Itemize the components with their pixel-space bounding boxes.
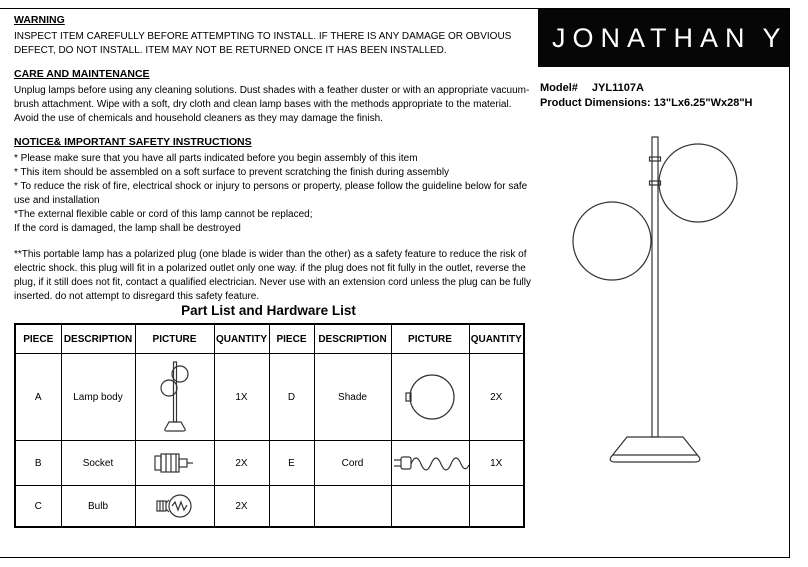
description-cell: Socket xyxy=(61,441,135,486)
quantity-cell xyxy=(469,486,524,528)
quantity-cell: 2X xyxy=(214,486,269,528)
table-row xyxy=(15,441,524,486)
parts-table xyxy=(14,323,525,528)
col-header: QUANTITY xyxy=(469,324,524,354)
notice-title: NOTICE& IMPORTANT SAFETY INSTRUCTIONS xyxy=(14,136,252,148)
col-header: DESCRIPTION xyxy=(61,324,135,354)
col-header: PICTURE xyxy=(391,324,469,354)
col-header: PIECE xyxy=(269,324,314,354)
warning-body: INSPECT ITEM CAREFULLY BEFORE ATTEMPTING TO INSTALL. IF THERE IS ANY DAMAGE OR OBVIOUS DEFECT, DO NOT INSTALL. ITEM MAY NOT BE RETURNED ONCE IT HAS BEEN INSTALLED. xyxy=(14,31,512,56)
brand-logo xyxy=(538,9,790,67)
model-number xyxy=(540,82,644,94)
notice-paragraph-2: **This portable lamp has a polarized plug (one blade is wider than the other) as a safety feature to reduce the risk of electric shock. this plug will fit in a polarized outlet only one way. if the plug does not fit fully in the outlet, reverse the plug, if it still does not fit, contact a qualified electrician. Never use with an extension cord unless the plug can be fully inserted. do not attempt to disregard this safety feature. xyxy=(14,249,531,302)
col-header: QUANTITY xyxy=(214,324,269,354)
picture-cell xyxy=(391,354,469,441)
left-column xyxy=(14,13,531,313)
notice-line: If the cord is damaged, the lamp shall be destroyed xyxy=(14,223,241,234)
piece-cell: C xyxy=(15,486,61,528)
piece-cell xyxy=(269,486,314,528)
parts-section xyxy=(14,303,523,528)
picture-cell-empty xyxy=(391,486,469,528)
socket-icon xyxy=(153,451,197,475)
picture-cell xyxy=(135,486,214,528)
shade-icon xyxy=(401,370,459,424)
col-header: PICTURE xyxy=(135,324,214,354)
notice-section xyxy=(14,135,531,304)
notice-line: *The external flexible cable or cord of this lamp cannot be replaced; xyxy=(14,209,313,220)
table-row xyxy=(15,354,524,441)
quantity-cell: 1X xyxy=(214,354,269,441)
quantity-cell: 2X xyxy=(469,354,524,441)
dimensions-label: Product Dimensions: xyxy=(540,97,651,109)
col-header: DESCRIPTION xyxy=(314,324,391,354)
picture-cell xyxy=(135,354,214,441)
lamp-illustration xyxy=(535,132,795,472)
description-cell: Shade xyxy=(314,354,391,441)
model-label: Model# xyxy=(540,82,578,94)
description-cell: Bulb xyxy=(61,486,135,528)
piece-cell: D xyxy=(269,354,314,441)
description-cell xyxy=(314,486,391,528)
warning-title: WARNING xyxy=(14,14,65,26)
lamp-body-icon xyxy=(155,359,195,435)
picture-cell xyxy=(391,441,469,486)
picture-cell xyxy=(135,441,214,486)
care-body: Unplug lamps before using any cleaning solutions. Dust shades with a feather duster or with an appropriate vacuum-brush attachment. Wipe with a soft, dry cloth and clean lamp bases with the methods appropriate to the material. Avoid the use of chemicals and household cleaners as they may damage the finish. xyxy=(14,85,530,124)
care-section xyxy=(14,67,531,126)
dimensions-value: 13"Lx6.25"Wx28"H xyxy=(653,97,753,109)
parts-title: Part List and Hardware List xyxy=(181,303,356,318)
piece-cell: A xyxy=(15,354,61,441)
notice-line: * This item should be assembled on a soft surface to prevent scratching the finish during assembly xyxy=(14,167,450,178)
product-dimensions xyxy=(540,97,753,109)
piece-cell: B xyxy=(15,441,61,486)
model-value: JYL1107A xyxy=(591,82,644,94)
table-header-row xyxy=(15,324,524,354)
brand-logo-text: JONATHAN xyxy=(552,22,752,53)
description-cell: Lamp body xyxy=(61,354,135,441)
notice-line: * To reduce the risk of fire, electrical shock or injury to persons or property, please follow the guideline below for safe use and installation xyxy=(14,181,528,206)
quantity-cell: 2X xyxy=(214,441,269,486)
piece-cell: E xyxy=(269,441,314,486)
notice-line: * Please make sure that you have all parts indicated before you begin assembly of this item xyxy=(14,153,418,164)
table-row xyxy=(15,486,524,528)
col-header: PIECE xyxy=(15,324,61,354)
care-title: CARE AND MAINTENANCE xyxy=(14,68,150,80)
description-cell: Cord xyxy=(314,441,391,486)
warning-section xyxy=(14,13,531,58)
brand-logo-y: Y xyxy=(762,22,781,53)
cord-icon xyxy=(392,450,470,476)
bulb-icon xyxy=(155,492,195,520)
notice-gap xyxy=(14,236,531,248)
quantity-cell: 1X xyxy=(469,441,524,486)
